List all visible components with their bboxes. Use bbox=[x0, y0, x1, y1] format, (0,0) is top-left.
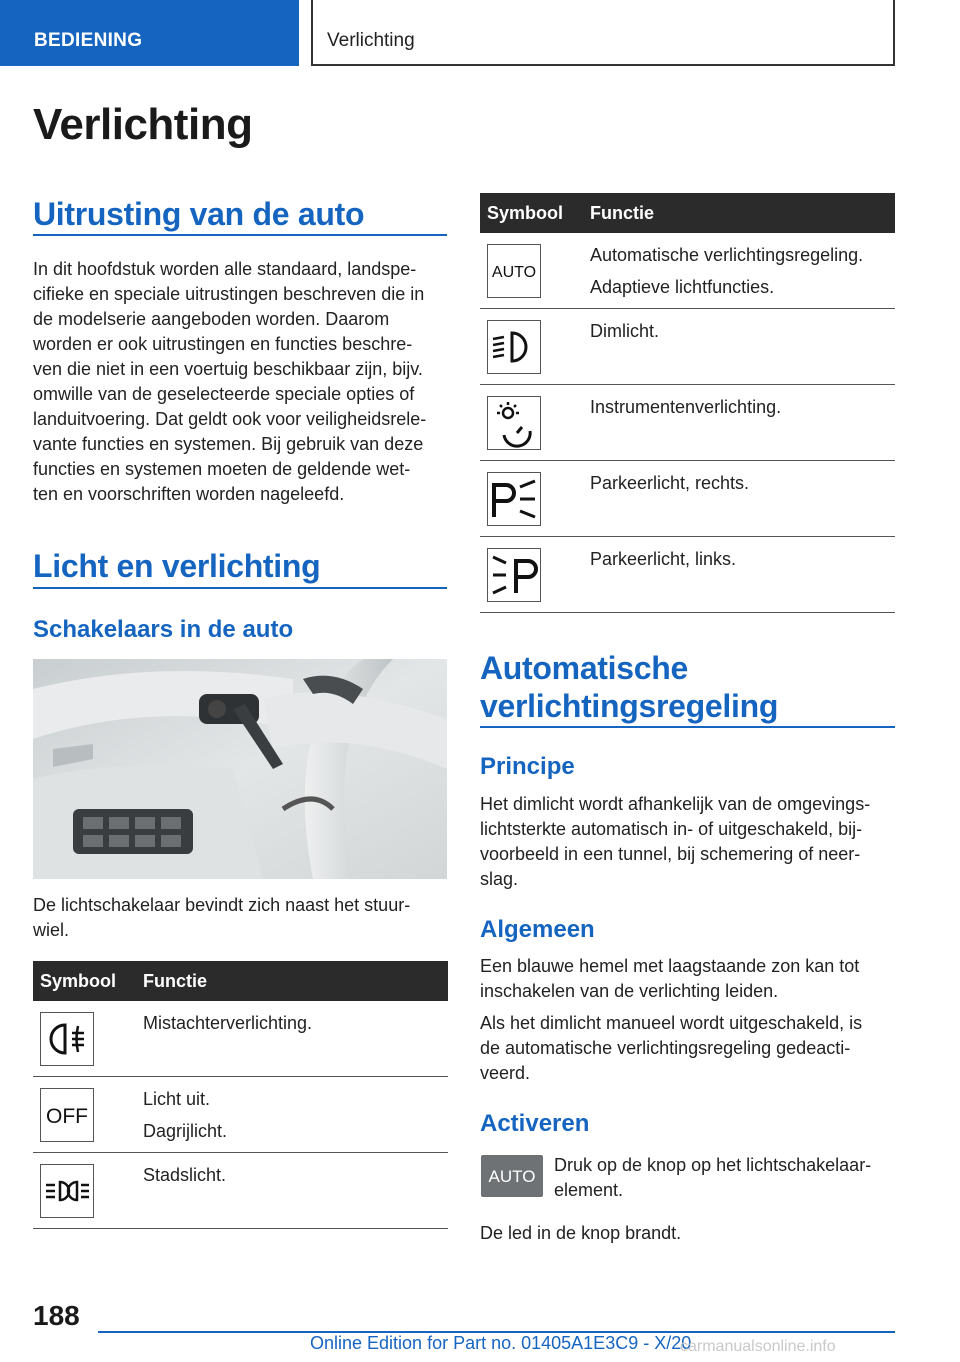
function-text: Instrumentenverlichting. bbox=[590, 397, 782, 417]
svg-text:AUTO: AUTO bbox=[491, 264, 537, 281]
activeren-led-text: De led in de knop brandt. bbox=[480, 1223, 682, 1243]
table-row bbox=[480, 385, 895, 461]
dashboard-photo bbox=[33, 659, 447, 879]
heading-automatische-verlichtingsregeling: Automatische verlichtingsregeling bbox=[480, 650, 779, 724]
function-text: Licht uit. Dagrijlicht. bbox=[143, 1089, 228, 1141]
heading-schakelaars: Schakelaars in de auto bbox=[33, 616, 294, 643]
table-header bbox=[480, 193, 895, 233]
table-row bbox=[480, 461, 895, 537]
page-number: 188 bbox=[33, 1300, 80, 1331]
activeren-paragraph: Druk op de knop op het lichtschakelaar- element. bbox=[554, 1155, 872, 1200]
heading-algemeen: Algemeen bbox=[480, 916, 595, 943]
algemeen-paragraph-1: Een blauwe hemel met laagstaande zon kan tot inschakelen van de verlichting leiden. bbox=[480, 956, 860, 1001]
heading-licht-en-verlichting: Licht en verlichting bbox=[33, 548, 321, 584]
algemeen-paragraph-2: Als het dimlicht manueel wordt uitgeschakeld, is de automatische verlichtingsregeling gedeacti- veerd. bbox=[480, 1013, 863, 1083]
chapter-tab: Verlichting bbox=[311, 0, 895, 66]
heading-rule bbox=[33, 587, 447, 589]
parking-lights-icon bbox=[40, 1164, 94, 1218]
photo-caption: De lichtschakelaar bevindt zich naast het stuur- wiel. bbox=[33, 895, 411, 940]
watermark: carmanualsonline.info bbox=[680, 1338, 836, 1355]
rear-fog-light-icon bbox=[40, 1012, 94, 1066]
heading-rule bbox=[33, 234, 447, 236]
low-beam-icon bbox=[487, 320, 541, 374]
heading-principe: Principe bbox=[480, 753, 575, 780]
table-row bbox=[480, 309, 895, 385]
function-text: Stadslicht. bbox=[143, 1165, 227, 1185]
off-icon bbox=[40, 1088, 94, 1142]
table-row bbox=[480, 233, 895, 309]
heading-activeren: Activeren bbox=[480, 1110, 590, 1137]
function-text: Parkeerlicht, links. bbox=[590, 549, 737, 569]
instrument-lighting-icon bbox=[487, 396, 541, 450]
heading-uitrusting: Uitrusting van de auto bbox=[33, 196, 365, 232]
heading-rule bbox=[480, 726, 895, 728]
auto-button-icon bbox=[481, 1155, 543, 1197]
auto-icon bbox=[487, 244, 541, 298]
table-row bbox=[33, 1077, 448, 1153]
svg-text:AUTO: AUTO bbox=[488, 1167, 536, 1186]
column-header-symbool: Symbool bbox=[487, 203, 564, 223]
function-text: Parkeerlicht, rechts. bbox=[590, 473, 750, 493]
symbol-table-right bbox=[480, 193, 895, 613]
column-header-symbool: Symbool bbox=[40, 971, 117, 991]
function-text: Dimlicht. bbox=[590, 321, 660, 341]
table-row bbox=[33, 1153, 448, 1229]
column-header-functie: Functie bbox=[590, 203, 655, 223]
column-header-functie: Functie bbox=[143, 971, 208, 991]
principe-paragraph: Het dimlicht wordt afhankelijk van de omgevings- lichtsterkte automatisch in- of uitgeschakeld, bij- voorbeeld in een tunnel, bij schemering of neer- slag. bbox=[480, 794, 871, 889]
section-tab: BEDIENING bbox=[0, 0, 299, 66]
footer-edition: Online Edition for Part no. 01405A1E3C9 - X/20 bbox=[310, 1333, 692, 1353]
page-title: Verlichting bbox=[33, 100, 253, 149]
table-header bbox=[33, 961, 448, 1001]
function-text: Automatische verlichtingsregeling. Adaptieve lichtfuncties. bbox=[590, 245, 864, 297]
table-row bbox=[33, 1001, 448, 1077]
table-row bbox=[480, 537, 895, 613]
parking-light-right-icon bbox=[487, 472, 541, 526]
uitrusting-paragraph: In dit hoofdstuk worden alle standaard, landspe- cifieke en speciale uitrustingen beschreven die in de modelserie aangeboden worden. Daarom worden er ook uitrustingen en functies beschre- ven die niet in een voertuig beschikbaar zijn, bijv. omwille van de geselecteerde speciale opties of landuitvoering. Dat geldt ook voor veiligheidsrele- vante functies en systemen. Bij gebruik van deze functies en systemen moeten de geldende wet- ten en voorschriften worden nageleefd. bbox=[33, 259, 427, 504]
function-text: Mistachterverlichting. bbox=[143, 1013, 313, 1033]
parking-light-left-icon bbox=[487, 548, 541, 602]
symbol-table-left bbox=[33, 961, 448, 1229]
svg-text:OFF: OFF bbox=[46, 1105, 88, 1128]
